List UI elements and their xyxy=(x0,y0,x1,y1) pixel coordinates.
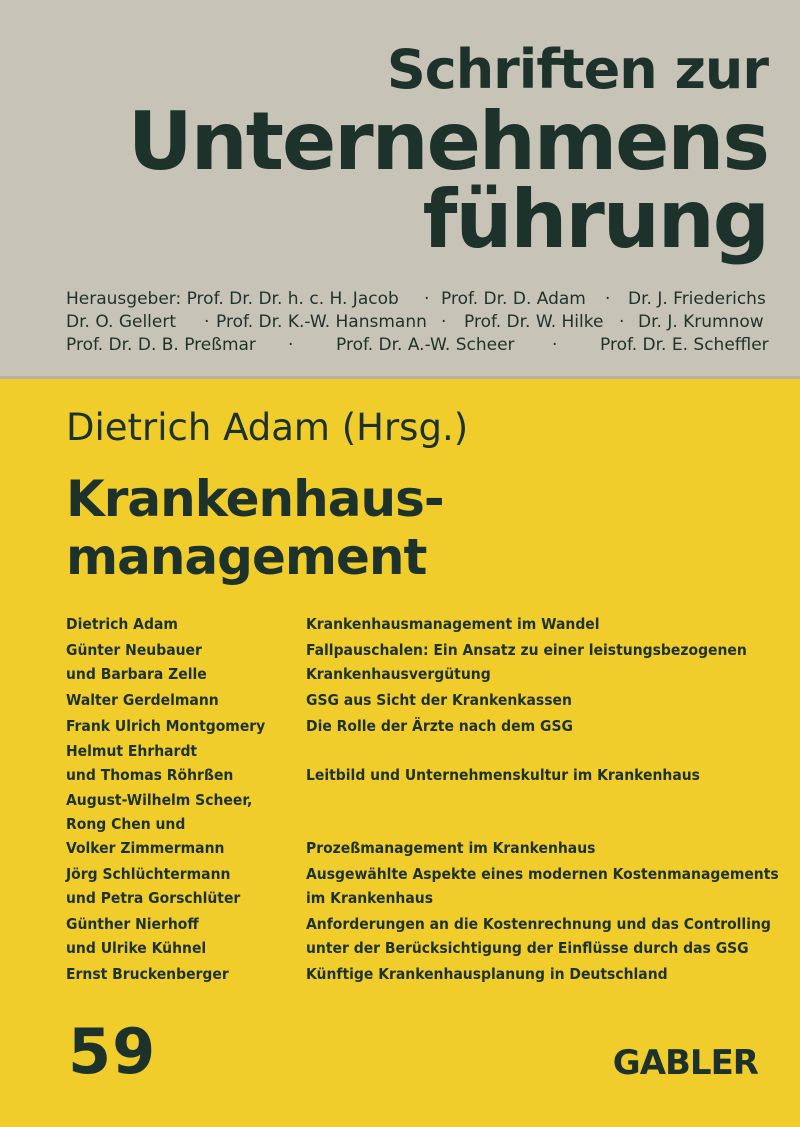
toc-article xyxy=(306,612,776,636)
toc-authors xyxy=(66,688,301,712)
author-line: Ernst Bruckenberger xyxy=(66,965,229,983)
separator-dot: · xyxy=(552,335,558,355)
editor-name: Prof. Dr. A.-W. Scheer xyxy=(336,335,515,355)
article-line: Prozeßmanagement im Krankenhaus xyxy=(306,839,596,857)
author-line: August-Wilhelm Scheer, xyxy=(66,791,253,809)
article-line xyxy=(306,739,776,763)
toc-article xyxy=(306,714,776,738)
toc-authors xyxy=(66,739,301,787)
article-line xyxy=(306,812,776,836)
author-line: Jörg Schlüchtermann xyxy=(66,865,231,883)
editor-name: Prof. Dr. W. Hilke xyxy=(464,312,604,332)
toc-authors xyxy=(66,862,301,910)
book-title-line-1: Krankenhaus- xyxy=(66,470,444,528)
author-line: Dietrich Adam xyxy=(66,615,178,633)
toc-authors xyxy=(66,714,301,738)
author-line: Günter Neubauer xyxy=(66,641,202,659)
book-title-line-2: management xyxy=(66,528,427,586)
toc-article xyxy=(306,688,776,712)
article-line: GSG aus Sicht der Krankenkassen xyxy=(306,691,572,709)
article-line: Die Rolle der Ärzte nach dem GSG xyxy=(306,717,573,735)
author-line: Frank Ulrich Montgomery xyxy=(66,717,266,735)
toc-authors xyxy=(66,962,301,986)
separator-dot: · xyxy=(619,312,625,332)
separator-dot: · xyxy=(424,289,430,309)
author-line: und Thomas Röhrßen xyxy=(66,766,234,784)
article-line xyxy=(306,788,776,812)
article-line: Fallpauschalen: Ein Ansatz zu einer leistungsbezogenen xyxy=(306,641,747,659)
toc-authors xyxy=(66,612,301,636)
publisher-logo: GABLER xyxy=(612,1043,758,1083)
author-line: Helmut Ehrhardt xyxy=(66,742,198,760)
article-line: Krankenhausvergütung xyxy=(306,665,491,683)
toc-article xyxy=(306,912,776,960)
editor-name: Prof. Dr. D. Adam xyxy=(441,289,586,309)
author-line: Rong Chen und xyxy=(66,815,186,833)
book-author: Dietrich Adam (Hrsg.) xyxy=(66,406,469,449)
separator-dot: · xyxy=(605,289,611,309)
author-line: Volker Zimmermann xyxy=(66,839,225,857)
article-line: Anforderungen an die Kostenrechnung und das Controlling xyxy=(306,915,771,933)
toc-authors xyxy=(66,912,301,960)
toc-article xyxy=(306,862,779,910)
toc-article xyxy=(306,962,776,986)
editor-name: Dr. O. Gellert xyxy=(66,312,177,332)
article-line: Krankenhausmanagement im Wandel xyxy=(306,615,600,633)
article-line: Künftige Krankenhausplanung in Deutschland xyxy=(306,965,668,983)
article-line: Ausgewählte Aspekte eines modernen Kostenmanagements xyxy=(306,865,779,883)
toc-article xyxy=(306,739,776,787)
series-title-line-2: Unternehmens xyxy=(127,95,768,188)
author-line: und Ulrike Kühnel xyxy=(66,939,207,957)
separator-dot: · xyxy=(204,312,210,332)
article-line: Leitbild und Unternehmenskultur im Krankenhaus xyxy=(306,766,700,784)
editor-name: Prof. Dr. K.-W. Hansmann xyxy=(216,312,427,332)
separator-dot: · xyxy=(288,335,294,355)
article-line: im Krankenhaus xyxy=(306,889,433,907)
toc-authors xyxy=(66,638,301,686)
editor-name: Prof. Dr. D. B. Preßmar xyxy=(66,335,256,355)
toc-article xyxy=(306,638,776,686)
author-line: und Barbara Zelle xyxy=(66,665,207,683)
author-line: und Petra Gorschlüter xyxy=(66,889,241,907)
editor-name: Dr. J. Friederichs xyxy=(628,289,766,309)
separator-dot: · xyxy=(441,312,447,332)
toc-article xyxy=(306,788,776,860)
author-line: Walter Gerdelmann xyxy=(66,691,219,709)
toc-authors xyxy=(66,788,301,860)
author-line: Günther Nierhoff xyxy=(66,915,199,933)
editor-name: Herausgeber: Prof. Dr. Dr. h. c. H. Jacob xyxy=(66,289,399,309)
editor-name: Prof. Dr. E. Scheffler xyxy=(600,335,769,355)
editor-name: Dr. J. Krumnow xyxy=(638,312,764,332)
series-title-line-3: führung xyxy=(422,173,768,266)
series-title-line-1: Schriften zur xyxy=(386,38,768,101)
article-line: unter der Berücksichtigung der Einflüsse durch das GSG xyxy=(306,939,749,957)
volume-number: 59 xyxy=(68,1015,157,1088)
